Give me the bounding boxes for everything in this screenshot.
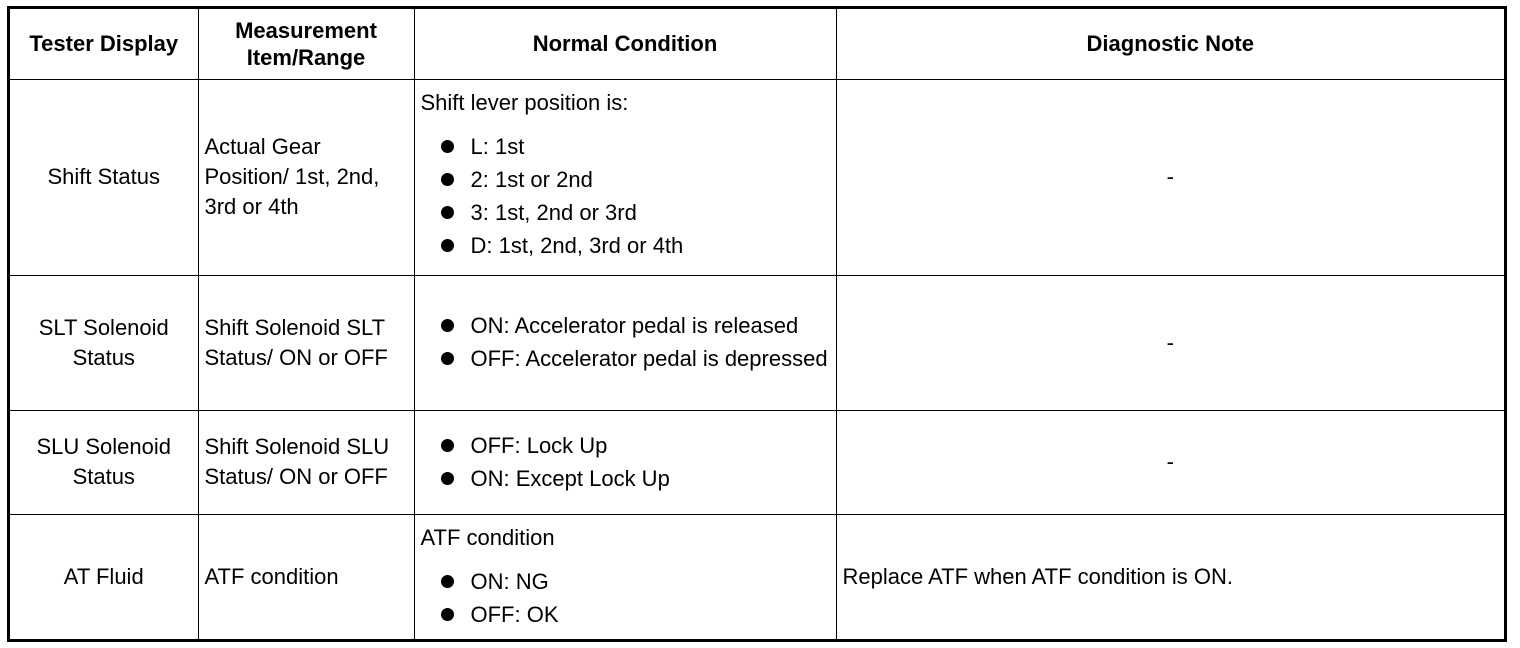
diagnostic-note-cell: - — [836, 79, 1504, 275]
bullet-icon — [441, 239, 454, 252]
diagnostic-note-cell: - — [836, 275, 1504, 410]
bullet-icon — [441, 575, 454, 588]
diagnostic-note-cell: - — [836, 410, 1504, 514]
tester-display-cell: SLU Solenoid Status — [10, 410, 198, 514]
bullet-item — [421, 600, 830, 630]
bullet-item — [421, 431, 830, 461]
bullet-text: OFF: OK — [470, 601, 559, 627]
tester-display-cell: Shift Status — [10, 79, 198, 275]
normal-condition-cell — [414, 514, 836, 639]
table-row — [10, 275, 1504, 410]
header-row — [10, 9, 1504, 79]
header-tester-display: Tester Display — [10, 9, 198, 79]
tester-display-cell: AT Fluid — [10, 514, 198, 639]
bullet-icon — [441, 173, 454, 186]
condition-bullet-list — [421, 311, 830, 374]
bullet-icon — [441, 140, 454, 153]
diagnostic-note-cell: Replace ATF when ATF condition is ON. — [836, 514, 1504, 639]
normal-condition-cell — [414, 275, 836, 410]
table-row — [10, 79, 1504, 275]
bullet-text: OFF: Lock Up — [470, 432, 608, 458]
tester-display-cell: SLT Solenoid Status — [10, 275, 198, 410]
measurement-cell: Shift Solenoid SLU Status/ ON or OFF — [198, 410, 414, 514]
bullet-icon — [441, 608, 454, 621]
bullet-icon — [441, 439, 454, 452]
bullet-item — [421, 231, 830, 261]
bullet-icon — [441, 352, 454, 365]
measurement-cell: ATF condition — [198, 514, 414, 639]
bullet-item — [421, 198, 830, 228]
condition-bullet-list — [421, 567, 830, 630]
bullet-text: L: 1st — [470, 133, 525, 159]
bullet-item — [421, 311, 830, 341]
bullet-item — [421, 567, 830, 597]
measurement-cell: Actual Gear Position/ 1st, 2nd, 3rd or 4th — [198, 79, 414, 275]
bullet-icon — [441, 472, 454, 485]
bullet-item — [421, 344, 830, 374]
bullet-icon — [441, 319, 454, 332]
bullet-item — [421, 464, 830, 494]
diagnostic-table — [10, 9, 1504, 639]
header-normal-condition: Normal Condition — [414, 9, 836, 79]
table-row — [10, 514, 1504, 639]
bullet-text: 2: 1st or 2nd — [470, 166, 593, 192]
condition-bullet-list — [421, 431, 830, 494]
normal-condition-cell — [414, 79, 836, 275]
condition-intro: Shift lever position is: — [420, 89, 629, 115]
condition-intro: ATF condition — [420, 524, 555, 550]
bullet-item — [421, 132, 830, 162]
bullet-icon — [441, 206, 454, 219]
diagnostic-table-frame — [7, 6, 1507, 642]
condition-bullet-list — [421, 132, 830, 261]
bullet-text: ON: NG — [470, 568, 549, 594]
bullet-text: OFF: Accelerator pedal is depressed — [470, 346, 828, 371]
normal-condition-cell — [414, 410, 836, 514]
bullet-item — [421, 165, 830, 195]
header-diagnostic-note: Diagnostic Note — [836, 9, 1504, 79]
bullet-text: ON: Accelerator pedal is released — [470, 313, 799, 338]
header-measurement-item: Measurement Item/Range — [198, 9, 414, 79]
table-row — [10, 410, 1504, 514]
bullet-text: D: 1st, 2nd, 3rd or 4th — [470, 232, 684, 258]
measurement-cell: Shift Solenoid SLT Status/ ON or OFF — [198, 275, 414, 410]
bullet-text: ON: Except Lock Up — [470, 465, 670, 491]
bullet-text: 3: 1st, 2nd or 3rd — [470, 199, 637, 225]
